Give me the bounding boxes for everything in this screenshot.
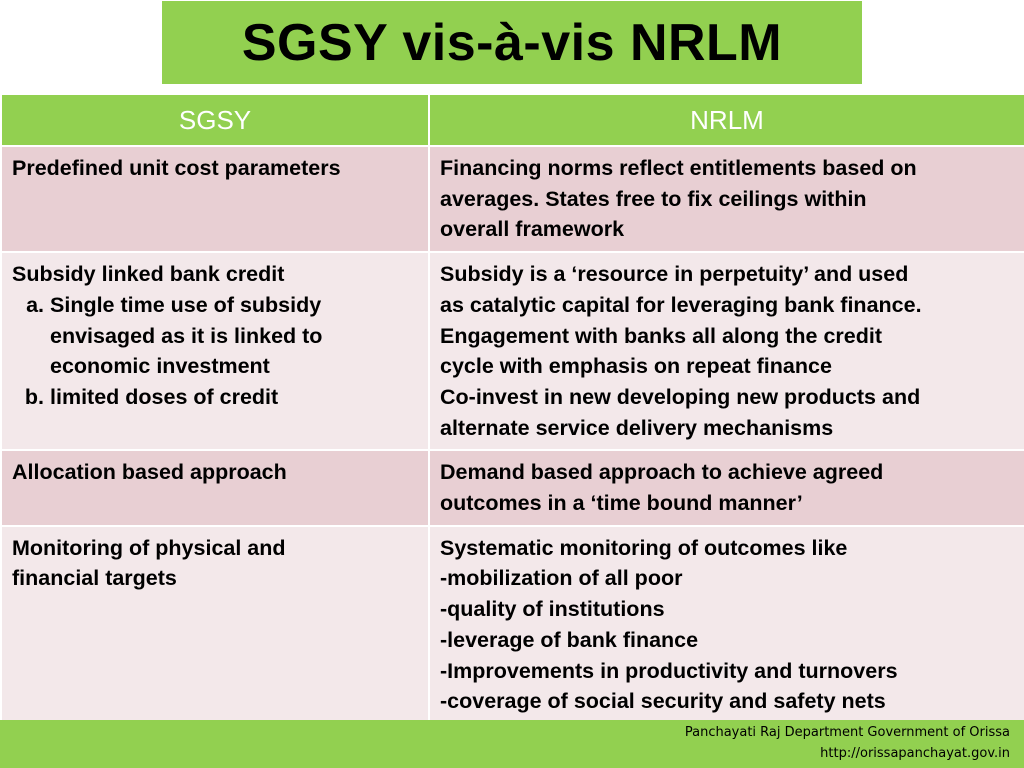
table-header-row: [1, 94, 1024, 146]
table-row: [1, 450, 1024, 525]
sgsy-cell: [1, 146, 429, 252]
cell-text: Demand based approach to achieve agreed: [440, 460, 884, 485]
header-sgsy: SGSY: [1, 94, 429, 146]
cell-text: Subsidy is a ‘resource in perpetuity’ and used: [440, 262, 909, 287]
list-item: a. Single time use of subsidy envisaged as it is linked to economic investment: [50, 290, 420, 382]
cell-text: Financing norms reflect entitlements based on: [440, 156, 917, 180]
footer-credit: [685, 722, 1010, 764]
cell-text: Subsidy linked bank credit: [12, 262, 285, 287]
nrlm-cell: [429, 450, 1024, 525]
footer-url: http://orissapanchayat.gov.in: [820, 746, 1010, 761]
title-banner: [162, 1, 862, 84]
sgsy-sub-list: [12, 290, 420, 413]
cell-text: financial targets: [12, 566, 177, 591]
cell-text: Predefined unit cost parameters: [12, 156, 341, 180]
cell-text: Engagement with banks all along the credit: [440, 323, 883, 348]
comparison-table: [0, 93, 1024, 733]
cell-text: -leverage of bank finance: [440, 627, 699, 652]
header-nrlm: NRLM: [429, 94, 1024, 146]
table-row: [1, 526, 1024, 732]
cell-text: -mobilization of all poor: [440, 566, 683, 591]
nrlm-cell: [429, 146, 1024, 252]
cell-text: as catalytic capital for leveraging bank finance.: [440, 292, 922, 317]
list-item: b. limited doses of credit: [50, 382, 420, 413]
cell-text: Monitoring of physical and: [12, 535, 286, 560]
cell-text: Co-invest in new developing new products and: [440, 384, 921, 409]
cell-text: Allocation based approach: [12, 460, 287, 485]
cell-text: outcomes in a ‘time bound manner’: [440, 491, 803, 516]
cell-text: -Improvements in productivity and turnovers: [440, 658, 898, 683]
nrlm-cell: [429, 252, 1024, 450]
cell-text: averages. States free to fix ceilings within: [440, 186, 867, 211]
cell-text: -coverage of social security and safety nets: [440, 689, 886, 714]
sgsy-cell: [1, 450, 429, 525]
cell-text: -quality of institutions: [440, 597, 665, 622]
cell-text: overall framework: [440, 217, 625, 242]
table-row: [1, 146, 1024, 252]
slide-title: SGSY vis-à-vis NRLM: [241, 13, 783, 72]
table-row: [1, 252, 1024, 450]
sgsy-cell: [1, 526, 429, 732]
nrlm-cell: [429, 526, 1024, 732]
cell-text: alternate service delivery mechanisms: [440, 415, 834, 440]
cell-text: Systematic monitoring of outcomes like: [440, 535, 848, 560]
cell-text: cycle with emphasis on repeat finance: [440, 354, 832, 379]
sgsy-cell: [1, 252, 429, 450]
footer-department: Panchayati Raj Department Government of Orissa: [684, 725, 1010, 740]
